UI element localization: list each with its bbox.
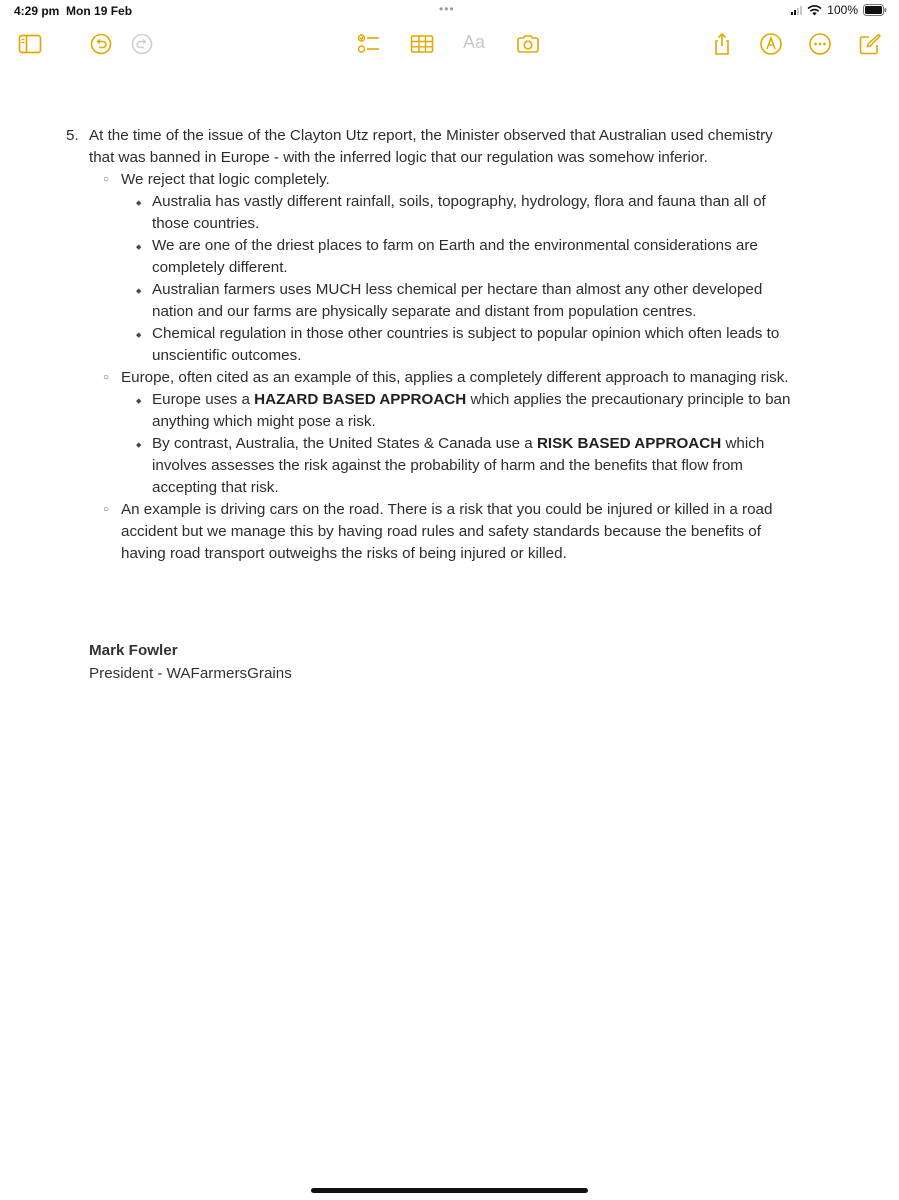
status-time-date — [14, 4, 132, 18]
undo-icon[interactable] — [89, 32, 113, 56]
hazard-based-approach: HAZARD BASED APPROACH — [254, 391, 467, 408]
bullet-diamond: ◆ — [136, 244, 142, 251]
point1-bullet1-line1: Australia has vastly different rainfall, soils, topography, hydrology, flora and fauna than all of — [152, 193, 766, 210]
point1-bullet1-line2: those countries. — [152, 215, 260, 232]
cellular-signal-icon — [791, 6, 802, 15]
status-bar — [0, 0, 899, 22]
text-format-icon: Aa — [463, 32, 486, 52]
sidebar-icon[interactable] — [18, 32, 42, 56]
notes-toolbar — [0, 26, 899, 62]
bullet-diamond: ◆ — [136, 332, 142, 339]
status-indicators — [791, 3, 887, 17]
intro-line-2: that was banned in Europe - with the inferred logic that our regulation was somehow inferior. — [89, 149, 708, 166]
point2-bullet2-line1: By contrast, Australia, the United States & Canada use a RISK BASED APPROACH which — [152, 435, 765, 452]
home-indicator[interactable] — [311, 1188, 588, 1193]
intro-line-1: At the time of the issue of the Clayton Utz report, the Minister observed that Australian used chemistry — [89, 127, 773, 144]
bullet-diamond: ◆ — [136, 442, 142, 449]
signature-block — [89, 640, 292, 685]
multitasking-dots[interactable]: ••• — [439, 2, 455, 16]
sub-bullet-circle: ○ — [103, 372, 110, 383]
point2-bullet1-line2: anything which might pose a risk. — [152, 413, 376, 430]
risk-based-approach: RISK BASED APPROACH — [536, 435, 722, 452]
bullet-diamond: ◆ — [136, 398, 142, 405]
point1-text: We reject that logic completely. — [121, 171, 330, 188]
point1-bullet2-line2: completely different. — [152, 259, 288, 276]
bullet-diamond: ◆ — [136, 288, 142, 295]
wifi-icon — [807, 5, 822, 16]
more-icon[interactable] — [808, 32, 832, 56]
battery-icon — [863, 4, 887, 16]
share-icon[interactable] — [710, 32, 734, 56]
point2-bullet2-line2: involves assesses the risk against the probability of harm and the benefits that flow from — [152, 457, 743, 474]
table-icon[interactable] — [410, 32, 434, 56]
status-time: 4:29 pm — [14, 4, 60, 18]
point1-bullet4-line1: Chemical regulation in those other countries is subject to popular opinion which often leads to — [152, 325, 780, 342]
point3-line2: accident but we manage this by having road rules and safety standards because the benefits of — [121, 523, 761, 540]
signature-role: President - WAFarmersGrains — [89, 664, 292, 682]
point3-line1: An example is driving cars on the road. There is a risk that you could be injured or killed in a road — [121, 501, 773, 518]
point2-bullet1-line1: Europe uses a HAZARD BASED APPROACH which applies the precautionary principle to ban — [152, 391, 791, 408]
point2-text: Europe, often cited as an example of this, applies a completely different approach to managing risk. — [121, 369, 789, 386]
checklist-icon[interactable] — [357, 32, 381, 56]
point2-bullet2-line3: accepting that risk. — [152, 479, 279, 496]
point1-bullet2-line1: We are one of the driest places to farm on Earth and the environmental considerations are — [152, 237, 758, 254]
markup-icon[interactable] — [759, 32, 783, 56]
list-number: 5. — [66, 127, 79, 144]
point1-bullet4-line2: unscientific outcomes. — [152, 347, 302, 364]
point1-bullet3-line2: nation and our farms are physically separate and distant from population centres. — [152, 303, 697, 320]
point1-bullet3-line1: Australian farmers uses MUCH less chemical per hectare than almost any other developed — [152, 281, 763, 298]
battery-percent: 100% — [827, 3, 858, 17]
point3-line3: having road transport outweighs the risks of being injured or killed. — [121, 545, 567, 562]
sub-bullet-circle: ○ — [103, 174, 110, 185]
status-date: Mon 19 Feb — [66, 4, 133, 18]
signature-name: Mark Fowler — [89, 642, 178, 659]
compose-icon[interactable] — [858, 32, 882, 56]
redo-icon[interactable] — [130, 32, 154, 56]
bullet-diamond: ◆ — [136, 200, 142, 207]
sub-bullet-circle: ○ — [103, 504, 110, 515]
camera-icon[interactable] — [516, 32, 540, 56]
